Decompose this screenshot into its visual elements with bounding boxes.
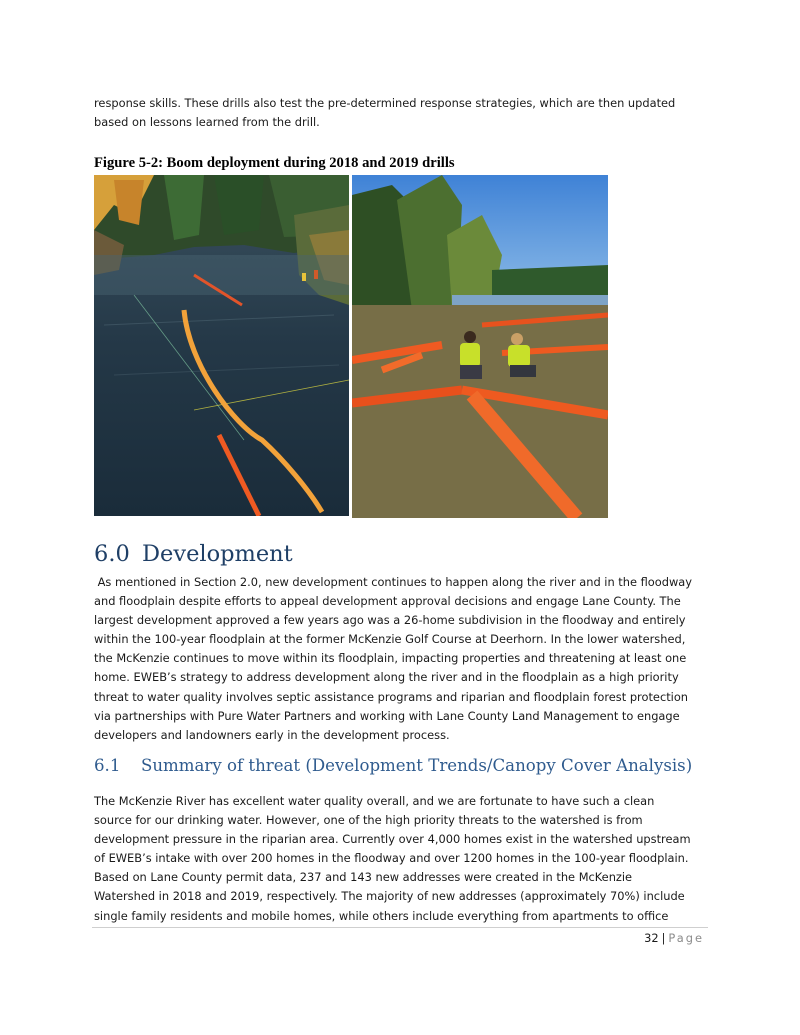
text-line: within the 100-year floodplain at the former McKenzie Golf Course at Deerhorn. In the lower watershed,: [94, 632, 686, 647]
text-line: based on lessons learned from the drill.: [94, 115, 320, 130]
section-title: Development: [142, 541, 293, 567]
footer-divider: [92, 927, 708, 928]
text-line: home. EWEB’s strategy to address development along the river and in the floodplain as a high priority: [94, 670, 679, 685]
text-line: As mentioned in Section 2.0, new development continues to happen along the river and in the floodway: [94, 575, 692, 589]
section-heading-development: [94, 541, 293, 567]
field-boom-staging-photo: [352, 175, 608, 518]
text-line: response skills. These drills also test the pre-determined response strategies, which are then updated: [94, 96, 676, 110]
development-paragraph: [94, 573, 714, 745]
section-number: 6.0: [94, 541, 130, 567]
text-line: and floodplain despite efforts to appeal development approval decisions and engage Lane County. The: [94, 594, 681, 609]
figure-caption: Figure 5-2: Boom deployment during 2018 and 2019 drills: [94, 155, 455, 171]
footer-separator: |: [661, 931, 666, 945]
field-photo-illustration: [352, 175, 608, 518]
text-line: The McKenzie River has excellent water quality overall, and we are fortunate to have such a clean: [94, 794, 655, 808]
section-number: 6.1: [94, 756, 121, 775]
text-line: Based on Lane County permit data, 237 and 143 new addresses were created in the McKenzie: [94, 870, 633, 885]
text-line: threat to water quality involves septic assistance programs and riparian and floodplain forest protection: [94, 689, 689, 704]
text-line: Watershed in 2018 and 2019, respectively. The majority of new addresses (approximately 70%) include: [94, 889, 685, 904]
section-heading-summary-of-threat: [94, 756, 692, 775]
intro-paragraph: [94, 94, 714, 132]
text-line: source for our drinking water. However, one of the high priority threats to the watershed is from: [94, 813, 643, 828]
text-line: single family residents and mobile homes, while others include everything from apartments to office: [94, 908, 669, 923]
text-line: developers and landowners early in the development process.: [94, 727, 450, 742]
text-line: development pressure in the riparian area. Currently over 4,000 homes exist in the watershed upstream: [94, 832, 691, 847]
river-photo-illustration: [94, 175, 349, 516]
page-number: 32: [644, 931, 659, 945]
text-line: of EWEB’s intake with over 200 homes in the floodway and over 1200 homes in the 100-year floodplain.: [94, 851, 689, 866]
text-line: the McKenzie continues to move within its floodplain, impacting properties and threatening at least one: [94, 651, 687, 666]
section-title: Summary of threat (Development Trends/Canopy Cover Analysis): [141, 756, 693, 775]
text-line: largest development approved a few years ago was a 26-home subdivision in the floodway and entirely: [94, 613, 686, 628]
text-line: via partnerships with Pure Water Partners and working with Lane County Land Management to engage: [94, 708, 680, 723]
summary-paragraph: [94, 792, 714, 926]
page-label: Page: [668, 931, 704, 945]
river-boom-deployment-photo: [94, 175, 349, 516]
page-footer: [644, 931, 704, 945]
